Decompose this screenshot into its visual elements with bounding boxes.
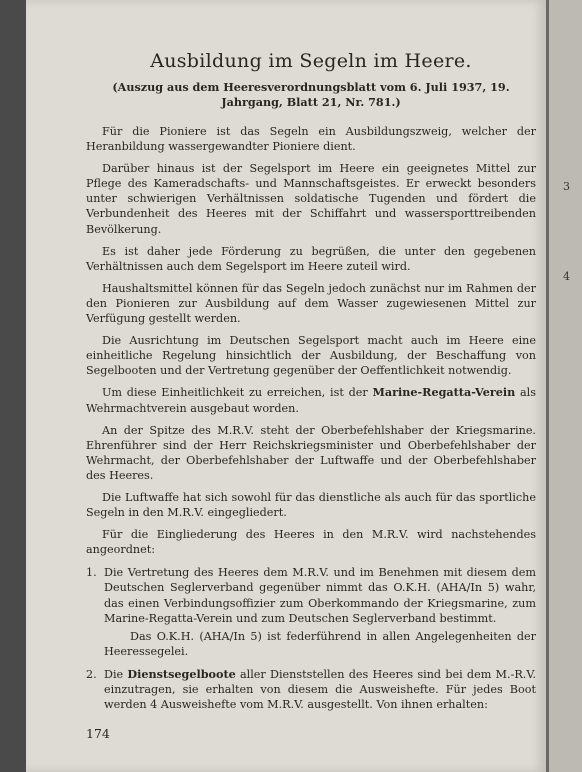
text-run: aller Dienststellen des Heeres sind bei dem M.-R.V. einzutragen, sie erhalten von diesem die Ausweishefte. Für jedes Boot werden 4 Ausweishefte vom M.R.V. ausgestellt. Von ihnen erhalten: [104,667,537,712]
book-page [26,0,546,772]
paragraph: An der Spitze des M.R.V. steht der Oberbefehlshaber der Kriegsmarine. Ehrenführer sind der Herr Reichskriegsminister und Oberbefehlshaber der Wehrmacht, der Oberbefehlshaber der Luftwaffe und der Oberbefehlshaber des Heeres. [86,423,536,482]
paragraph: Darüber hinaus ist der Segelsport im Heere ein geeignetes Mittel zur Pflege des Kameradschafts- und Mannschaftsgeistes. Er erweckt besonders unter schwierigen Verhältnissen soldatische Tugenden und fördert die Verbundenheit des Heeres mit der Schiffahrt und wassersporttreibenden Bevölkerung. [86,162,536,236]
paragraph: Für die Eingliederung des Heeres in den M.R.V. wird nachstehendes angeordnet: [86,528,536,557]
item-text: Die Vertretung des Heeres dem M.R.V. und im Benehmen mit diesem dem Deutschen Seglerverband gegenüber nimmt das O.K.H. (AHA/In 5) wahr, das einen Verbindungsoffizier zum Oberkommando der Kriegsmarine, zum Marine-Regatta-Verein und zum Deutschen Seglerverband bestimmt. [104,566,536,625]
margin-number: 4 [563,270,570,283]
bold-term: Dienstsegelboote [127,666,236,681]
bold-term: Marine-Regatta-Verein [372,385,516,400]
text-run: Die [104,667,128,681]
subtitle: (Auszug aus dem Heeresverordnungsblatt vom 6. Juli 1937, 19. Jahrgang, Blatt 21, Nr. 781.) [112,80,510,109]
paragraph: Die Luftwaffe hat sich sowohl für das dienstliche als auch für das sportliche Segeln in den M.R.V. eingegliedert. [86,490,536,520]
text-run: Um diese Einheitlichkeit zu erreichen, ist der [102,386,373,400]
margin-number: 3 [563,180,570,193]
numbered-item [86,667,536,712]
paragraph: Haushaltsmittel können für das Segeln jedoch zunächst nur im Rahmen der den Pionieren zur Ausbildung auf dem Wasser zugewiesenen Mittel zur Verfügung gestellt werden. [86,281,536,326]
paragraph: Die Ausrichtung im Deutschen Segelsport macht auch im Heere eine einheitliche Regelung hinsichtlich der Ausbildung, der Beschaffung von Segelbooten und der Vertretung gegenüber der Oeffentlichkeit notwendig. [86,334,536,378]
page-number: 174 [86,726,110,742]
item-number: 1. [86,566,97,580]
paragraph [86,385,536,415]
item-text [104,667,536,712]
page-content [86,50,536,741]
page-title: Ausbildung im Segeln im Heere. [150,50,472,72]
item-number: 2. [86,667,97,681]
numbered-item [86,565,536,625]
paragraph: Für die Pioniere ist das Segeln ein Ausbildungszweig, welcher der Heranbildung wassergewandter Pioniere dient. [86,125,536,154]
text-run: als Wehrmachtverein ausgebaut worden. [86,386,536,415]
adjacent-page-edge [546,0,582,772]
item-subparagraph: Das O.K.H. (AHA/In 5) ist federführend in allen Angelegenheiten der Heeressegelei. [104,629,536,658]
paragraph: Es ist daher jede Förderung zu begrüßen, die unter den gegebenen Verhältnissen auch dem Segelsport im Heere zuteil wird. [86,244,536,273]
